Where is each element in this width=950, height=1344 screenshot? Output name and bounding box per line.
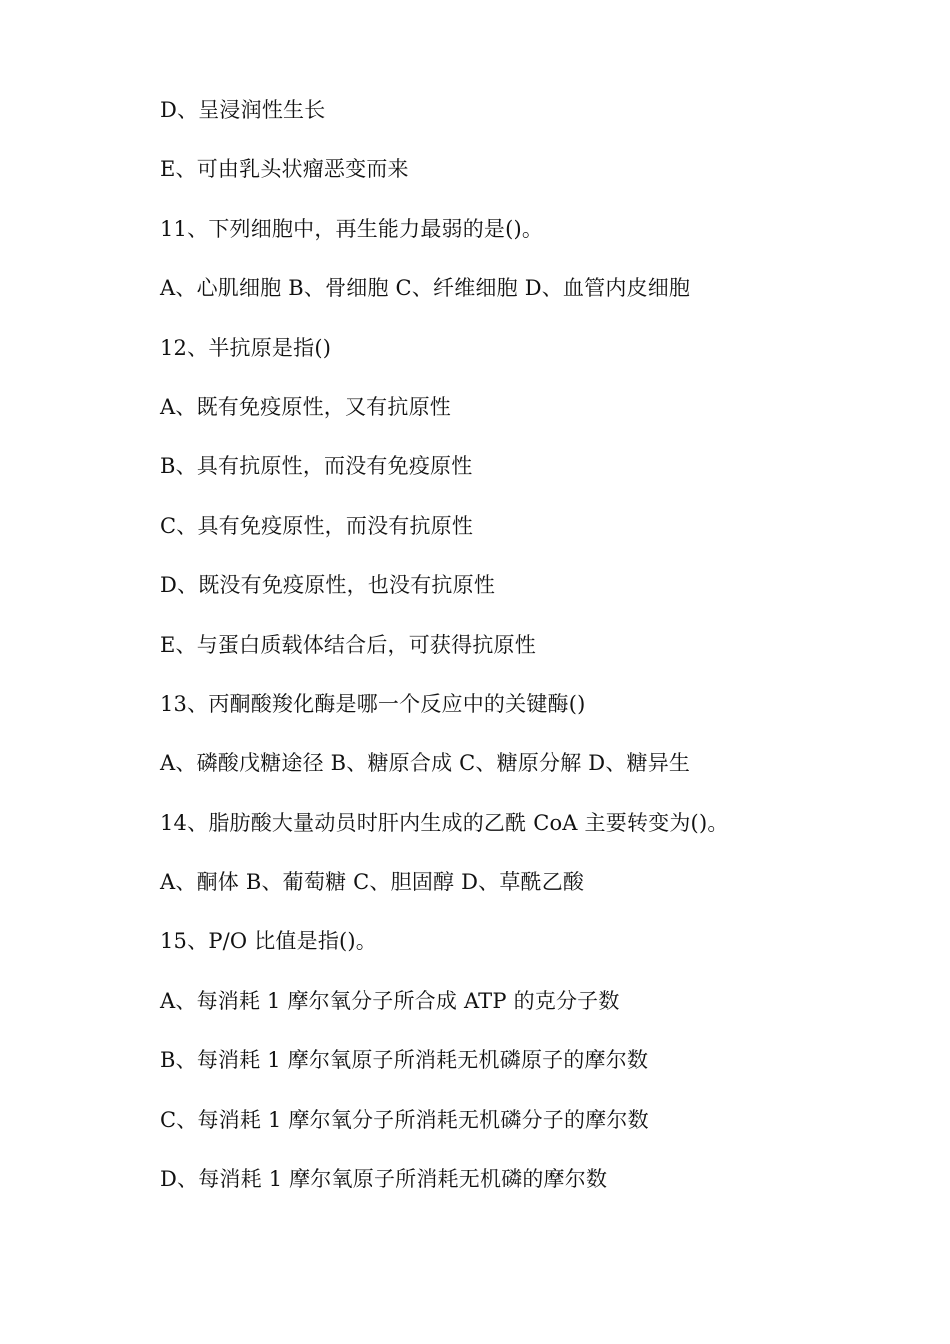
question-list: [160, 92, 900, 1220]
question-15-option-b: B、每消耗 1 摩尔氧原子所消耗无机磷原子的摩尔数: [160, 1048, 649, 1073]
question-12: 12、半抗原是指(): [160, 335, 332, 360]
question-12-option-c: C、具有免疫原性，而没有抗原性: [160, 513, 474, 538]
question-13-options: A、磷酸戊糖途径 B、糖原合成 C、糖原分解 D、糖异生: [160, 751, 691, 776]
question-15: 15、P/O 比值是指()。: [160, 929, 378, 954]
question-11-options: A、心肌细胞 B、骨细胞 C、纤维细胞 D、血管内皮细胞: [160, 276, 691, 301]
question-15-option-a: A、每消耗 1 摩尔氧分子所合成 ATP 的克分子数: [160, 988, 620, 1013]
question-14-options: A、酮体 B、葡萄糖 C、胆固醇 D、草酰乙酸: [160, 870, 585, 895]
question-12-option-a: A、既有免疫原性，又有抗原性: [160, 394, 451, 419]
question-14: 14、脂肪酸大量动员时肝内生成的乙酰 CoA 主要转变为()。: [160, 810, 729, 835]
question-15-option-c: C、每消耗 1 摩尔氧分子所消耗无机磷分子的摩尔数: [160, 1107, 649, 1132]
question-13: 13、丙酮酸羧化酶是哪一个反应中的关键酶(): [160, 691, 586, 716]
question-11: 11、下列细胞中，再生能力最弱的是()。: [160, 216, 544, 241]
question-12-option-b: B、具有抗原性，而没有免疫原性: [160, 454, 473, 479]
question-12-option-d: D、既没有免疫原性，也没有抗原性: [160, 573, 496, 598]
option-d-text: D、呈浸润性生长: [160, 98, 326, 122]
question-15-option-d: D、每消耗 1 摩尔氧原子所消耗无机磷的摩尔数: [160, 1167, 608, 1192]
option-e-text: E、可由乳头状瘤恶变而来: [160, 157, 409, 182]
question-12-option-e: E、与蛋白质载体结合后，可获得抗原性: [160, 632, 536, 657]
